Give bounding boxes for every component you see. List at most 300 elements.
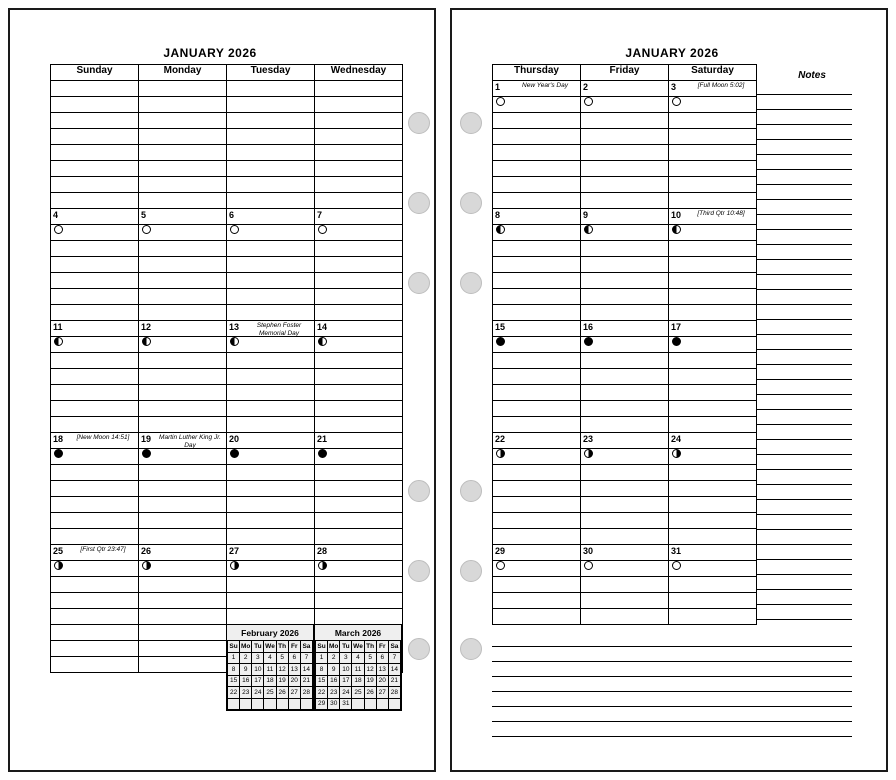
rule-line[interactable] — [315, 577, 403, 593]
rule-line[interactable] — [493, 561, 581, 577]
note-rule[interactable] — [756, 574, 852, 575]
rule-line[interactable] — [669, 449, 757, 465]
left-day-cell[interactable] — [139, 433, 227, 449]
rule-line[interactable] — [493, 193, 581, 209]
note-rule[interactable] — [756, 394, 852, 395]
rule-line[interactable] — [139, 401, 227, 417]
rule-line[interactable] — [669, 289, 757, 305]
mini-day[interactable]: 2 — [240, 652, 252, 664]
rule-line[interactable] — [51, 193, 139, 209]
note-rule[interactable] — [756, 469, 852, 470]
rule-line[interactable] — [227, 161, 315, 177]
note-rule[interactable] — [756, 559, 852, 560]
rule-line[interactable] — [669, 225, 757, 241]
note-rule[interactable] — [756, 214, 852, 215]
mini-day[interactable]: 10 — [340, 664, 352, 676]
rule-line[interactable] — [315, 561, 403, 577]
rule-line[interactable] — [315, 513, 403, 529]
rule-line[interactable] — [669, 593, 757, 609]
note-rule[interactable] — [492, 661, 852, 662]
note-rule[interactable] — [756, 94, 852, 95]
rule-line[interactable] — [139, 593, 227, 609]
left-day-cell[interactable] — [139, 81, 227, 97]
mini-day[interactable]: 5 — [276, 652, 288, 664]
rule-line[interactable] — [581, 193, 669, 209]
rule-line[interactable] — [315, 273, 403, 289]
rule-line[interactable] — [581, 369, 669, 385]
rule-line[interactable] — [139, 241, 227, 257]
mini-day[interactable]: 3 — [340, 652, 352, 664]
rule-line[interactable] — [669, 353, 757, 369]
left-day-cell[interactable] — [227, 545, 315, 561]
rule-line[interactable] — [669, 465, 757, 481]
rule-line[interactable] — [669, 401, 757, 417]
rule-line[interactable] — [139, 561, 227, 577]
rule-line[interactable] — [139, 145, 227, 161]
note-rule[interactable] — [756, 334, 852, 335]
rule-line[interactable] — [51, 625, 139, 641]
rule-line[interactable] — [581, 481, 669, 497]
rule-line[interactable] — [139, 513, 227, 529]
rule-line[interactable] — [493, 529, 581, 545]
note-rule[interactable] — [492, 706, 852, 707]
right-day-cell[interactable] — [493, 321, 581, 337]
left-day-cell[interactable] — [139, 321, 227, 337]
rule-line[interactable] — [669, 481, 757, 497]
mini-day[interactable]: 11 — [352, 664, 364, 676]
mini-day[interactable]: 1 — [228, 652, 240, 664]
rule-line[interactable] — [51, 593, 139, 609]
mini-day[interactable]: 20 — [376, 675, 388, 687]
rule-line[interactable] — [51, 641, 139, 657]
mini-day[interactable]: 12 — [276, 664, 288, 676]
rule-line[interactable] — [581, 401, 669, 417]
mini-day[interactable]: 9 — [240, 664, 252, 676]
mini-day[interactable]: 18 — [264, 675, 276, 687]
rule-line[interactable] — [493, 577, 581, 593]
rule-line[interactable] — [139, 273, 227, 289]
rule-line[interactable] — [669, 97, 757, 113]
left-day-cell[interactable] — [139, 209, 227, 225]
rule-line[interactable] — [227, 97, 315, 113]
rule-line[interactable] — [227, 193, 315, 209]
rule-line[interactable] — [139, 337, 227, 353]
rule-line[interactable] — [227, 225, 315, 241]
mini-day[interactable]: 3 — [252, 652, 264, 664]
rule-line[interactable] — [581, 241, 669, 257]
note-rule[interactable] — [756, 274, 852, 275]
rule-line[interactable] — [669, 193, 757, 209]
rule-line[interactable] — [139, 529, 227, 545]
rule-line[interactable] — [315, 129, 403, 145]
left-day-cell[interactable] — [315, 209, 403, 225]
rule-line[interactable] — [493, 305, 581, 321]
rule-line[interactable] — [51, 657, 139, 673]
rule-line[interactable] — [493, 337, 581, 353]
mini-day[interactable]: 28 — [300, 687, 312, 699]
mini-day[interactable]: 25 — [352, 687, 364, 699]
rule-line[interactable] — [315, 97, 403, 113]
right-day-cell[interactable] — [581, 81, 669, 97]
rule-line[interactable] — [493, 449, 581, 465]
mini-day[interactable]: 14 — [300, 664, 312, 676]
rule-line[interactable] — [51, 369, 139, 385]
rule-line[interactable] — [669, 369, 757, 385]
rule-line[interactable] — [139, 449, 227, 465]
mini-day[interactable]: 4 — [352, 652, 364, 664]
note-rule[interactable] — [756, 364, 852, 365]
left-day-cell[interactable] — [315, 433, 403, 449]
mini-day[interactable]: 24 — [252, 687, 264, 699]
rule-line[interactable] — [493, 113, 581, 129]
rule-line[interactable] — [227, 577, 315, 593]
rule-line[interactable] — [581, 513, 669, 529]
rule-line[interactable] — [139, 161, 227, 177]
rule-line[interactable] — [315, 369, 403, 385]
rule-line[interactable] — [581, 289, 669, 305]
rule-line[interactable] — [51, 385, 139, 401]
rule-line[interactable] — [669, 513, 757, 529]
rule-line[interactable] — [669, 129, 757, 145]
mini-day[interactable]: 23 — [240, 687, 252, 699]
rule-line[interactable] — [493, 273, 581, 289]
note-rule[interactable] — [756, 199, 852, 200]
note-rule[interactable] — [756, 514, 852, 515]
rule-line[interactable] — [581, 529, 669, 545]
rule-line[interactable] — [51, 241, 139, 257]
left-day-cell[interactable] — [51, 209, 139, 225]
mini-day[interactable]: 21 — [388, 675, 400, 687]
rule-line[interactable] — [315, 449, 403, 465]
note-rule[interactable] — [756, 424, 852, 425]
note-rule[interactable] — [756, 169, 852, 170]
rule-line[interactable] — [669, 305, 757, 321]
rule-line[interactable] — [493, 177, 581, 193]
rule-line[interactable] — [493, 241, 581, 257]
left-day-cell[interactable] — [51, 545, 139, 561]
rule-line[interactable] — [227, 449, 315, 465]
rule-line[interactable] — [493, 97, 581, 113]
rule-line[interactable] — [581, 577, 669, 593]
rule-line[interactable] — [51, 481, 139, 497]
left-day-cell[interactable] — [227, 209, 315, 225]
mini-day[interactable]: 19 — [364, 675, 376, 687]
mini-day[interactable]: 6 — [288, 652, 300, 664]
rule-line[interactable] — [51, 401, 139, 417]
rule-line[interactable] — [669, 529, 757, 545]
note-rule[interactable] — [756, 349, 852, 350]
rule-line[interactable] — [227, 129, 315, 145]
rule-line[interactable] — [315, 481, 403, 497]
rule-line[interactable] — [51, 513, 139, 529]
rule-line[interactable] — [493, 465, 581, 481]
right-day-cell[interactable] — [581, 433, 669, 449]
rule-line[interactable] — [227, 241, 315, 257]
mini-day[interactable]: 7 — [388, 652, 400, 664]
rule-line[interactable] — [315, 417, 403, 433]
note-rule[interactable] — [492, 721, 852, 722]
rule-line[interactable] — [51, 161, 139, 177]
note-rule[interactable] — [756, 154, 852, 155]
rule-line[interactable] — [669, 497, 757, 513]
rule-line[interactable] — [139, 289, 227, 305]
rule-line[interactable] — [315, 593, 403, 609]
rule-line[interactable] — [493, 417, 581, 433]
mini-day[interactable]: 6 — [376, 652, 388, 664]
mini-day[interactable]: 31 — [340, 698, 352, 710]
note-rule[interactable] — [756, 604, 852, 605]
rule-line[interactable] — [315, 113, 403, 129]
rule-line[interactable] — [227, 113, 315, 129]
rule-line[interactable] — [51, 177, 139, 193]
mini-day[interactable]: 22 — [316, 687, 328, 699]
mini-day[interactable]: 26 — [364, 687, 376, 699]
rule-line[interactable] — [669, 145, 757, 161]
rule-line[interactable] — [581, 609, 669, 625]
note-rule[interactable] — [756, 589, 852, 590]
note-rule[interactable] — [756, 499, 852, 500]
mini-day[interactable]: 13 — [288, 664, 300, 676]
rule-line[interactable] — [227, 273, 315, 289]
rule-line[interactable] — [493, 497, 581, 513]
rule-line[interactable] — [493, 129, 581, 145]
rule-line[interactable] — [315, 145, 403, 161]
right-day-cell[interactable] — [669, 433, 757, 449]
rule-line[interactable] — [581, 113, 669, 129]
right-day-cell[interactable] — [493, 433, 581, 449]
rule-line[interactable] — [51, 529, 139, 545]
rule-line[interactable] — [315, 353, 403, 369]
rule-line[interactable] — [315, 161, 403, 177]
rule-line[interactable] — [227, 177, 315, 193]
rule-line[interactable] — [669, 113, 757, 129]
rule-line[interactable] — [51, 465, 139, 481]
rule-line[interactable] — [227, 593, 315, 609]
right-day-cell[interactable] — [581, 209, 669, 225]
rule-line[interactable] — [139, 305, 227, 321]
rule-line[interactable] — [669, 337, 757, 353]
mini-day[interactable]: 8 — [316, 664, 328, 676]
rule-line[interactable] — [581, 385, 669, 401]
rule-line[interactable] — [51, 257, 139, 273]
rule-line[interactable] — [669, 177, 757, 193]
mini-day[interactable]: 8 — [228, 664, 240, 676]
notes-column[interactable] — [756, 64, 852, 624]
rule-line[interactable] — [51, 577, 139, 593]
rule-line[interactable] — [669, 385, 757, 401]
rule-line[interactable] — [227, 401, 315, 417]
left-day-cell[interactable] — [51, 81, 139, 97]
rule-line[interactable] — [493, 481, 581, 497]
note-rule[interactable] — [756, 619, 852, 620]
rule-line[interactable] — [315, 193, 403, 209]
rule-line[interactable] — [227, 305, 315, 321]
rule-line[interactable] — [669, 273, 757, 289]
mini-day[interactable]: 19 — [276, 675, 288, 687]
note-rule[interactable] — [756, 304, 852, 305]
mini-day[interactable]: 4 — [264, 652, 276, 664]
note-rule[interactable] — [756, 184, 852, 185]
mini-day[interactable]: 21 — [300, 675, 312, 687]
note-rule[interactable] — [756, 484, 852, 485]
rule-line[interactable] — [51, 305, 139, 321]
rule-line[interactable] — [227, 609, 315, 625]
mini-day[interactable]: 24 — [340, 687, 352, 699]
note-rule[interactable] — [756, 124, 852, 125]
rule-line[interactable] — [227, 513, 315, 529]
bottom-notes-area[interactable] — [492, 632, 852, 750]
rule-line[interactable] — [227, 337, 315, 353]
mini-day[interactable]: 25 — [264, 687, 276, 699]
left-day-cell[interactable] — [227, 81, 315, 97]
rule-line[interactable] — [493, 353, 581, 369]
note-rule[interactable] — [756, 244, 852, 245]
note-rule[interactable] — [756, 259, 852, 260]
note-rule[interactable] — [492, 646, 852, 647]
right-day-cell[interactable] — [493, 81, 581, 97]
mini-day[interactable]: 20 — [288, 675, 300, 687]
rule-line[interactable] — [669, 257, 757, 273]
rule-line[interactable] — [669, 577, 757, 593]
note-rule[interactable] — [756, 379, 852, 380]
right-day-cell[interactable] — [669, 321, 757, 337]
rule-line[interactable] — [315, 497, 403, 513]
rule-line[interactable] — [315, 225, 403, 241]
mini-day[interactable]: 23 — [328, 687, 340, 699]
rule-line[interactable] — [51, 97, 139, 113]
rule-line[interactable] — [139, 177, 227, 193]
rule-line[interactable] — [315, 465, 403, 481]
right-day-cell[interactable] — [669, 545, 757, 561]
mini-day[interactable]: 30 — [328, 698, 340, 710]
rule-line[interactable] — [51, 113, 139, 129]
rule-line[interactable] — [139, 625, 227, 641]
rule-line[interactable] — [669, 161, 757, 177]
rule-line[interactable] — [51, 449, 139, 465]
right-day-cell[interactable] — [581, 545, 669, 561]
note-rule[interactable] — [756, 109, 852, 110]
left-day-cell[interactable] — [139, 545, 227, 561]
note-rule[interactable] — [756, 289, 852, 290]
mini-day[interactable]: 18 — [352, 675, 364, 687]
rule-line[interactable] — [139, 641, 227, 657]
rule-line[interactable] — [493, 401, 581, 417]
rule-line[interactable] — [139, 609, 227, 625]
rule-line[interactable] — [51, 417, 139, 433]
mini-day[interactable]: 7 — [300, 652, 312, 664]
mini-day[interactable]: 16 — [240, 675, 252, 687]
rule-line[interactable] — [227, 257, 315, 273]
mini-day[interactable]: 15 — [228, 675, 240, 687]
note-rule[interactable] — [756, 139, 852, 140]
rule-line[interactable] — [315, 241, 403, 257]
rule-line[interactable] — [139, 417, 227, 433]
rule-line[interactable] — [227, 561, 315, 577]
rule-line[interactable] — [139, 385, 227, 401]
right-day-cell[interactable] — [669, 209, 757, 225]
right-day-cell[interactable] — [493, 209, 581, 225]
rule-line[interactable] — [139, 353, 227, 369]
rule-line[interactable] — [581, 561, 669, 577]
left-day-cell[interactable] — [315, 321, 403, 337]
rule-line[interactable] — [493, 225, 581, 241]
rule-line[interactable] — [581, 353, 669, 369]
rule-line[interactable] — [51, 225, 139, 241]
rule-line[interactable] — [51, 289, 139, 305]
mini-day[interactable]: 14 — [388, 664, 400, 676]
rule-line[interactable] — [493, 145, 581, 161]
rule-line[interactable] — [315, 289, 403, 305]
rule-line[interactable] — [139, 193, 227, 209]
rule-line[interactable] — [139, 129, 227, 145]
right-day-cell[interactable] — [669, 81, 757, 97]
mini-day[interactable]: 17 — [340, 675, 352, 687]
rule-line[interactable] — [227, 385, 315, 401]
rule-line[interactable] — [139, 481, 227, 497]
rule-line[interactable] — [227, 417, 315, 433]
rule-line[interactable] — [139, 225, 227, 241]
note-rule[interactable] — [756, 529, 852, 530]
rule-line[interactable] — [669, 241, 757, 257]
rule-line[interactable] — [139, 497, 227, 513]
mini-day[interactable]: 22 — [228, 687, 240, 699]
mini-day[interactable]: 28 — [388, 687, 400, 699]
mini-day[interactable]: 1 — [316, 652, 328, 664]
left-day-cell[interactable] — [51, 321, 139, 337]
mini-day[interactable]: 5 — [364, 652, 376, 664]
left-day-cell[interactable] — [51, 433, 139, 449]
rule-line[interactable] — [315, 257, 403, 273]
rule-line[interactable] — [227, 481, 315, 497]
mini-day[interactable]: 27 — [288, 687, 300, 699]
rule-line[interactable] — [51, 609, 139, 625]
rule-line[interactable] — [139, 97, 227, 113]
rule-line[interactable] — [315, 305, 403, 321]
note-rule[interactable] — [756, 319, 852, 320]
rule-line[interactable] — [581, 305, 669, 321]
mini-day[interactable]: 27 — [376, 687, 388, 699]
note-rule[interactable] — [756, 454, 852, 455]
rule-line[interactable] — [581, 129, 669, 145]
note-rule[interactable] — [492, 736, 852, 737]
rule-line[interactable] — [315, 401, 403, 417]
rule-line[interactable] — [315, 529, 403, 545]
rule-line[interactable] — [315, 337, 403, 353]
rule-line[interactable] — [227, 353, 315, 369]
rule-line[interactable] — [581, 97, 669, 113]
left-day-cell[interactable] — [315, 545, 403, 561]
rule-line[interactable] — [581, 497, 669, 513]
rule-line[interactable] — [493, 385, 581, 401]
rule-line[interactable] — [51, 145, 139, 161]
rule-line[interactable] — [581, 225, 669, 241]
rule-line[interactable] — [51, 497, 139, 513]
rule-line[interactable] — [227, 529, 315, 545]
mini-day[interactable]: 9 — [328, 664, 340, 676]
rule-line[interactable] — [493, 609, 581, 625]
rule-line[interactable] — [139, 369, 227, 385]
note-rule[interactable] — [492, 676, 852, 677]
rule-line[interactable] — [51, 273, 139, 289]
rule-line[interactable] — [669, 609, 757, 625]
rule-line[interactable] — [315, 385, 403, 401]
rule-line[interactable] — [315, 177, 403, 193]
rule-line[interactable] — [581, 337, 669, 353]
rule-line[interactable] — [315, 609, 403, 625]
rule-line[interactable] — [51, 561, 139, 577]
left-day-cell[interactable] — [227, 321, 315, 337]
rule-line[interactable] — [669, 561, 757, 577]
